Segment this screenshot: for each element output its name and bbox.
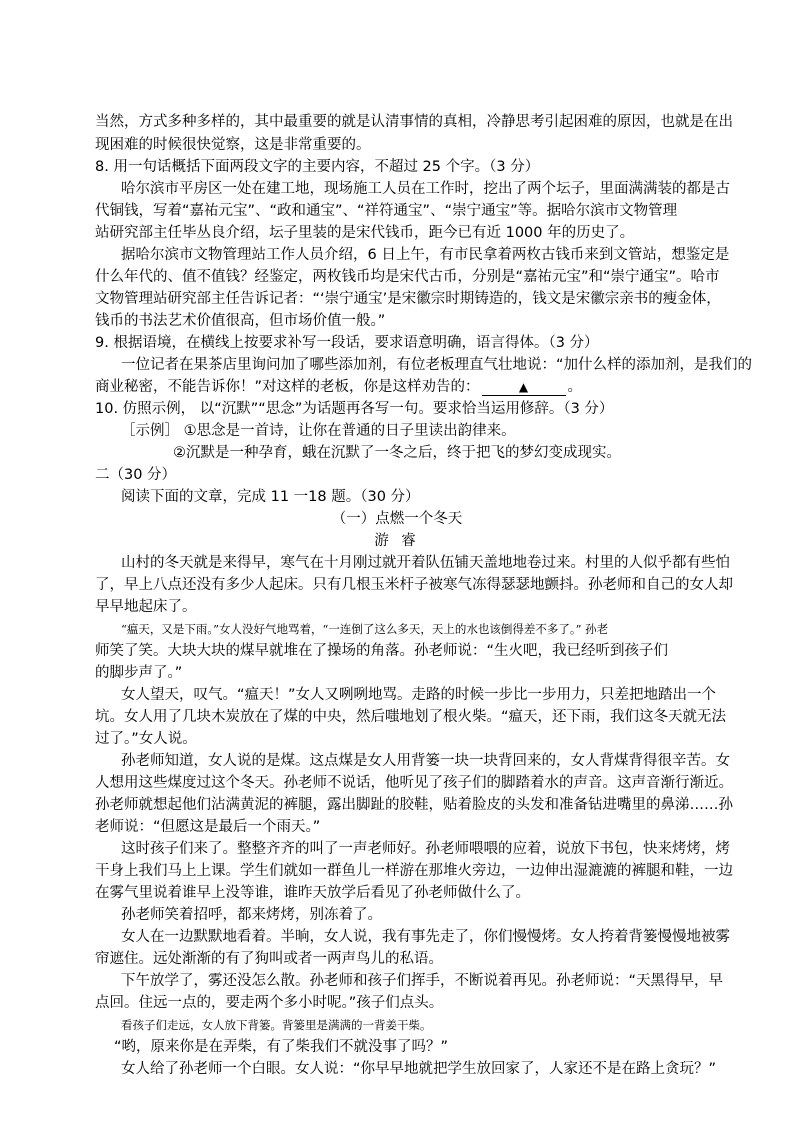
story-line: 师笑了笑。大块大块的煤早就堆在了操场的角落。孙老师说：“生火吧，我已经听到孩子们 bbox=[95, 643, 669, 659]
example-line-1 bbox=[121, 420, 516, 442]
para-line: 文物管理站研究部主任告诉记者：“‘崇宁通宝’是宋徽宗时期铸造的，钱文是宋徽宗亲书的瘦金体， bbox=[95, 291, 721, 307]
question-8: 8. 用一句话概括下面两段文字的主要内容，不超过 25 个字。（3 分） bbox=[95, 159, 540, 175]
question-10: 10. 仿照示例， 以“沉默”“思念”为话题再各写一句。要求恰当运用修辞。（3 分） bbox=[95, 401, 614, 417]
para-line: 代铜钱，写着“嘉祐元宝”、“政和通宝”、“祥符通宝”、“崇宁通宝”等。据哈尔滨市文物管理 bbox=[95, 203, 678, 219]
story-line: 的脚步声了。” bbox=[95, 665, 183, 681]
story-line: 了，早上八点还没有多少人起床。只有几根玉米杆子被寒气冻得瑟瑟地颤抖。孙老师和自己的女人却 bbox=[95, 577, 733, 593]
answer-end: 。 bbox=[567, 379, 583, 395]
para-line: 一位记者在果茶店里询问加了哪些添加剂，有位老板理直气壮地说：“加什么样的添加剂，是我们的 bbox=[121, 357, 753, 373]
story-line: 早早地起床了。 bbox=[95, 599, 197, 615]
para-line: 哈尔滨市平房区一处在建工地，现场施工人员在工作时，挖出了两个坛子，里面满满装的都是古 bbox=[121, 181, 730, 197]
story-line: 下午放学了，雾还没怎么散。孙老师和孩子们挥手，不断说着再见。孙老师说：“天黑得早，早 bbox=[121, 973, 724, 989]
story-line: 孙老师就想起他们沾满黄泥的裤腿，露出脚趾的胶鞋，贴着脸皮的头发和准备钻进嘴里的鼻涕……孙 bbox=[95, 797, 733, 813]
story-line: 女人给了孙老师一个白眼。女人说：“你早早地就把学生放回家了，人家还不是在路上贪玩？” bbox=[121, 1061, 717, 1077]
answer-prompt: 商业秘密，不能告诉你！”对这样的老板，你是这样劝告的： bbox=[95, 379, 480, 395]
story-line: “瘟天，又是下雨。”女人没好气地骂着，“一连倒了这么多天，天上的水也该倒得差不多了。” 孙老 bbox=[121, 622, 609, 636]
story-line: 山村的冬天就是来得早，寒气在十月刚过就开着队伍铺天盖地地卷过来。村里的人似乎都有些怕 bbox=[121, 555, 730, 571]
triangle-marker: ▲ bbox=[518, 380, 529, 394]
story-line: 女人在一边默默地看着。半晌，女人说，我有事先走了，你们慢慢烤。女人挎着背篓慢慢地被雾 bbox=[121, 929, 730, 945]
section-header: 二（30 分） bbox=[95, 467, 177, 483]
answer-blank[interactable] bbox=[482, 379, 566, 396]
story-line: 孙老师知道，女人说的是煤。这点煤是女人用背篓一块一块背回来的，女人背煤背得很辛苦。女 bbox=[121, 753, 730, 769]
story-line: 干身上我们马上上课。学生们就如一群鱼儿一样游在那堆火旁边，一边伸出湿漉漉的裤腿和鞋，一边 bbox=[95, 863, 733, 879]
para-line: 站研究部主任毕丛良介绍，坛子里装的是宋代钱币，距今已有近 1000 年的历史了。 bbox=[95, 225, 635, 241]
story-author: 游 睿 bbox=[374, 533, 420, 549]
story-line: 老师说：“但愿这是最后一个雨天。” bbox=[95, 819, 321, 835]
story-line: 点回。住远一点的，要走两个多小时呢。”孩子们点头。 bbox=[95, 995, 444, 1011]
section-instruction: 阅读下面的文章，完成 11 一18 题。（30 分） bbox=[121, 489, 420, 505]
para-line: 钱币的书法艺术价值很高，但市场价值一般。” bbox=[95, 313, 386, 329]
example-1: ①思念是一首诗，让你在普通的日子里读出韵律来。 bbox=[183, 423, 516, 439]
story-line: 过了。”女人说。 bbox=[95, 731, 197, 747]
question-9-answer-line bbox=[95, 376, 582, 398]
story-line: 女人望天，叹气。“瘟天！”女人又咧咧地骂。走路的时候一步比一步用力，只差把地踏出一个 bbox=[121, 687, 717, 703]
story-line: 看孩子们走远，女人放下背篓。背篓里是满满的一背姜干柴。 bbox=[121, 1018, 432, 1032]
story-line: 帘遮住。远处渐渐的有了狗叫或者一两声鸟儿的私语。 bbox=[95, 951, 443, 967]
story-line: 坑。女人用了几块木炭放在了煤的中央，然后嗤地划了根火柴。“瘟天，还下雨，我们这冬天就无法 bbox=[95, 709, 727, 725]
story-title: （一）点燃一个冬天 bbox=[331, 511, 463, 527]
story-line: 人想用这些煤度过这个冬天。孙老师不说话，他听见了孩子们的脚踏着水的声音。这声音渐行渐近。 bbox=[95, 775, 733, 791]
example-label: ［示例］ bbox=[121, 423, 179, 439]
para-line: 什么年代的、值不值钱？经鉴定，两枚钱币均是宋代古币，分别是“嘉祐元宝”和“崇宁通宝”。哈市 bbox=[95, 269, 720, 285]
story-line: 孙老师笑着招呼，都来烤烤，别冻着了。 bbox=[121, 907, 382, 923]
para-line: 现困难的时候很快觉察，这是非常重要的。 bbox=[95, 137, 371, 153]
para-line: 当然，方式多种多样的，其中最重要的就是认清事情的真相，冷静思考引起困难的原因，也就是在出 bbox=[95, 114, 733, 130]
para-line: 据哈尔滨市文物管理站工作人员介绍，6 日上午，有市民拿着两枚古钱币来到文管站，想鉴定是 bbox=[121, 247, 730, 263]
story-line: “哟，原来你是在弄柴，有了柴我们不就没事了吗？” bbox=[114, 1039, 449, 1055]
question-9: 9. 根据语境，在横线上按要求补写一段话，要求语意明确，语言得体。（3 分） bbox=[95, 335, 599, 351]
example-2: ②沉默是一种孕育，蛾在沉默了一冬之后，终于把飞的梦幻变成现实。 bbox=[173, 445, 621, 461]
story-line: 在雾气里说着谁早上没等谁，谁昨天放学后看见了孙老师做什么了。 bbox=[95, 885, 530, 901]
story-line: 这时孩子们来了。整整齐齐的叫了一声老师好。孙老师喂喂的应着，说放下书包，快来烤烤，烤 bbox=[121, 841, 730, 857]
